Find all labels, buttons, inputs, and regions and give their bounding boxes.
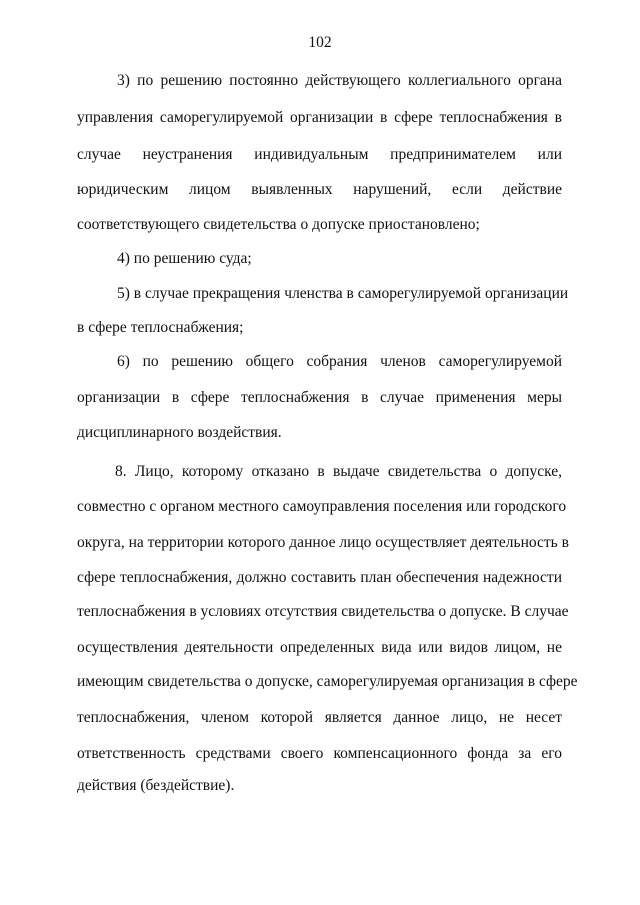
text-line: сфере теплоснабжения, должно составить план обеспечения надежности: [77, 569, 562, 586]
text-line: ответственность средствами своего компенсационного фонда за его: [77, 745, 562, 762]
text-line: имеющим свидетельства о допуске, саморегулируемая организация в сфере: [77, 673, 578, 690]
page-number: 102: [308, 34, 332, 51]
text-line: 8. Лицо, которому отказано в выдаче свидетельства о допуске,: [115, 463, 562, 480]
text-line: в сфере теплоснабжения;: [77, 319, 244, 336]
text-line: 6) по решению общего собрания членов саморегулируемой: [117, 353, 562, 370]
text-line: 5) в случае прекращения членства в саморегулируемой организации: [117, 285, 569, 302]
text-line: теплоснабжения в условиях отсутствия свидетельства о допуске. В случае: [77, 603, 569, 620]
text-line: соответствующего свидетельства о допуске приостановлено;: [77, 216, 480, 233]
text-line: осуществления деятельности определенных вида или видов лицом, не: [77, 639, 562, 656]
text-line: действия (бездействие).: [77, 777, 235, 794]
text-line: дисциплинарного воздействия.: [77, 424, 282, 441]
text-line: юридическим лицом выявленных нарушений, если действие: [77, 181, 562, 198]
text-line: 4) по решению суда;: [117, 250, 252, 267]
text-line: организации в сфере теплоснабжения в случае применения меры: [77, 389, 562, 406]
text-line: теплоснабжения, членом которой является данное лицо, не несет: [77, 709, 562, 726]
text-line: управления саморегулируемой организации в сфере теплоснабжения в: [77, 109, 562, 126]
text-line: округа, на территории которого данное лицо осуществляет деятельность в: [77, 534, 569, 551]
text-line: случае неустранения индивидуальным предпринимателем или: [77, 146, 562, 163]
text-line: 3) по решению постоянно действующего коллегиального органа: [117, 72, 562, 89]
text-line: совместно с органом местного самоуправления поселения или городского: [77, 498, 567, 515]
